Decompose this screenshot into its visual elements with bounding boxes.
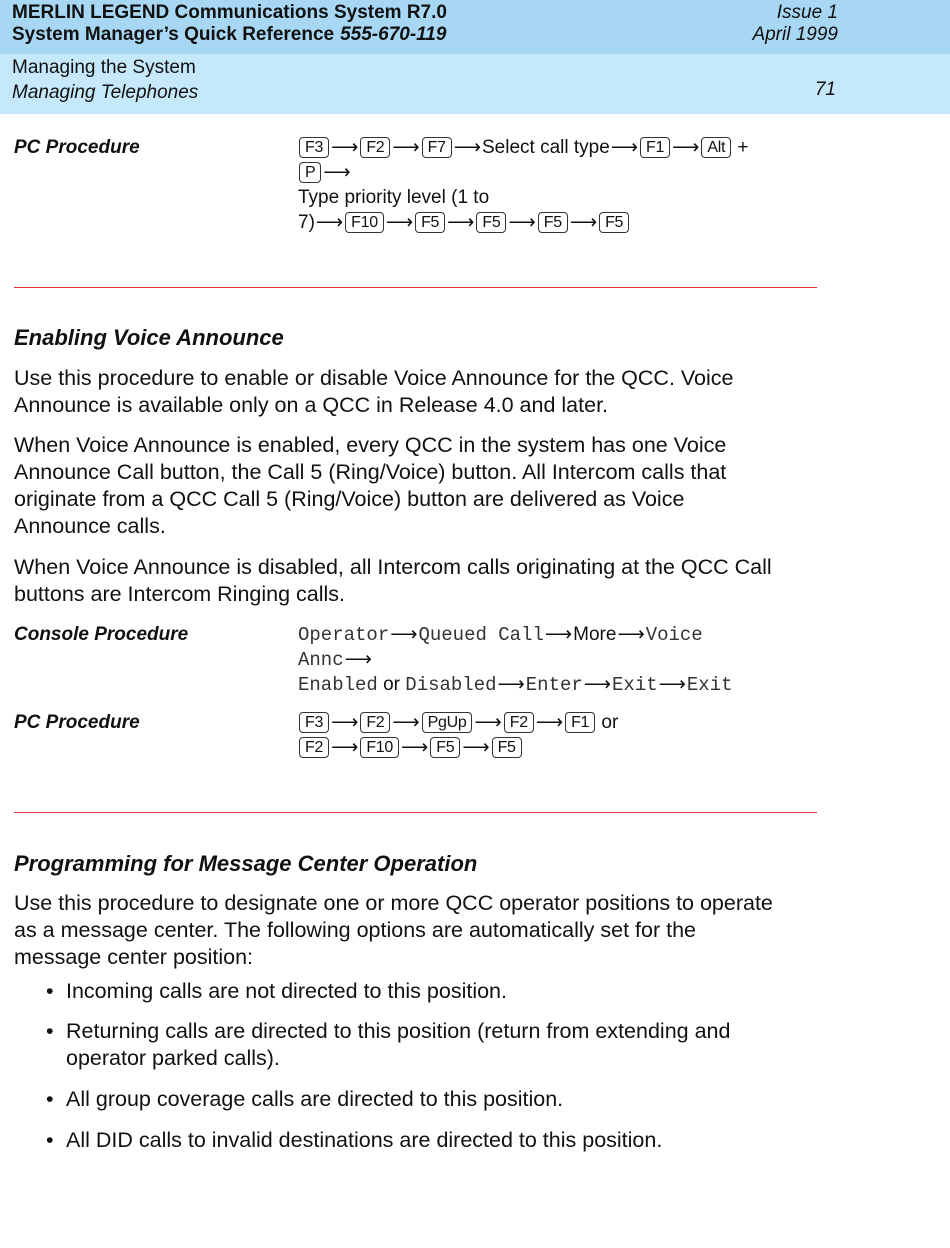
key-f7: F7 bbox=[422, 137, 452, 158]
section-divider bbox=[14, 812, 817, 813]
arrow-icon: ⟶ bbox=[392, 137, 420, 158]
plus-sign: + bbox=[737, 137, 749, 158]
section-title: Managing the System bbox=[12, 57, 196, 78]
arrow-icon: ⟶ bbox=[583, 674, 612, 695]
pc-procedure-label: PC Procedure bbox=[14, 137, 140, 158]
text-line: operator parked calls). bbox=[66, 1046, 280, 1070]
text-line: originate from a QCC Call 5 (Ring/Voice) button are delivered as Voice bbox=[14, 487, 685, 511]
text-line: Returning calls are directed to this position (return from extending and bbox=[66, 1019, 731, 1043]
arrow-icon: ⟶ bbox=[462, 737, 490, 758]
issue-label: Issue 1 bbox=[776, 2, 838, 23]
arrow-icon: ⟶ bbox=[497, 674, 525, 695]
key-f5: F5 bbox=[430, 737, 460, 758]
console-procedure-label: Console Procedure bbox=[14, 624, 189, 645]
text-line: Announce Call button, the Call 5 (Ring/Voice) button. All Intercom calls that bbox=[14, 460, 727, 484]
key-f2: F2 bbox=[504, 712, 534, 733]
key-f2: F2 bbox=[360, 712, 390, 733]
bullet-icon: • bbox=[46, 1019, 54, 1043]
list-item bbox=[46, 1127, 826, 1154]
text-line: as a message center. The following options are automatically set for the bbox=[14, 918, 697, 942]
arrow-icon: ⟶ bbox=[331, 137, 359, 158]
arrow-icon: ⟶ bbox=[315, 212, 344, 233]
key-f5: F5 bbox=[476, 212, 506, 233]
message-center-heading: Programming for Message Center Operation bbox=[14, 851, 478, 876]
document-subtitle bbox=[12, 24, 446, 46]
arrow-icon: ⟶ bbox=[390, 624, 418, 645]
pc-or: or bbox=[601, 712, 619, 733]
arrow-icon: ⟶ bbox=[331, 712, 359, 733]
arrow-icon: ⟶ bbox=[392, 712, 420, 733]
console-enabled: Enabled bbox=[298, 674, 378, 696]
text-line: Use this procedure to designate one or more QCC operator positions to operate bbox=[14, 891, 773, 915]
console-exit: Exit bbox=[612, 674, 658, 696]
text-line: Announce calls. bbox=[14, 514, 166, 538]
key-f5: F5 bbox=[492, 737, 522, 758]
key-f5: F5 bbox=[538, 212, 568, 233]
bullet-icon: • bbox=[46, 1087, 54, 1111]
text-line: All DID calls to invalid destinations are directed to this position. bbox=[66, 1128, 663, 1152]
pc-procedure-line-3: Type priority level (1 to bbox=[298, 187, 490, 208]
pc-procedure-voice-line-2 bbox=[298, 735, 523, 760]
text-line: Incoming calls are not directed to this position. bbox=[66, 979, 507, 1003]
arrow-icon: ⟶ bbox=[323, 162, 351, 183]
console-exit: Exit bbox=[686, 674, 733, 696]
console-procedure-line-3 bbox=[298, 672, 733, 698]
console-more: More bbox=[573, 624, 617, 645]
console-queued-call: Queued Call bbox=[418, 624, 544, 646]
arrow-icon: ⟶ bbox=[672, 137, 700, 158]
subsection-title: Managing Telephones bbox=[12, 82, 199, 103]
list-item bbox=[46, 1086, 826, 1113]
key-f3: F3 bbox=[299, 712, 329, 733]
pc-procedure-line-4 bbox=[298, 210, 630, 235]
arrow-icon: ⟶ bbox=[331, 737, 359, 758]
text-line: Announce is available only on a QCC in Release 4.0 and later. bbox=[14, 393, 609, 417]
text-line: When Voice Announce is disabled, all Intercom calls originating at the QCC Call bbox=[14, 555, 772, 579]
subtitle-text: System Manager’s Quick Reference bbox=[12, 24, 335, 45]
document-title: MERLIN LEGEND Communications System R7.0 bbox=[12, 2, 447, 23]
key-f2: F2 bbox=[360, 137, 390, 158]
voice-paragraph-2 bbox=[14, 432, 820, 540]
arrow-icon: ⟶ bbox=[535, 712, 564, 733]
arrow-icon: ⟶ bbox=[474, 712, 502, 733]
bullet-icon: • bbox=[46, 1128, 54, 1152]
key-f1: F1 bbox=[565, 712, 595, 733]
pc-procedure-line-2 bbox=[298, 160, 352, 185]
section-divider bbox=[14, 287, 817, 288]
key-f10: F10 bbox=[360, 737, 399, 758]
key-f5: F5 bbox=[599, 212, 629, 233]
bullet-icon: • bbox=[46, 979, 54, 1003]
console-procedure-line-2 bbox=[298, 647, 373, 673]
doc-number: 555-670-119 bbox=[340, 24, 447, 45]
text-line: All group coverage calls are directed to this position. bbox=[66, 1087, 564, 1111]
page-number: 71 bbox=[814, 79, 836, 100]
key-f1: F1 bbox=[640, 137, 670, 158]
key-pgup: PgUp bbox=[422, 712, 473, 733]
console-annc: Annc bbox=[298, 649, 344, 671]
console-enter: Enter bbox=[525, 674, 583, 696]
arrow-icon: ⟶ bbox=[453, 137, 481, 158]
voice-paragraph-3 bbox=[14, 554, 820, 608]
voice-announce-heading: Enabling Voice Announce bbox=[14, 325, 284, 350]
key-alt: Alt bbox=[701, 137, 731, 158]
arrow-icon: ⟶ bbox=[617, 624, 645, 645]
arrow-icon: ⟶ bbox=[544, 624, 573, 645]
pc-procedure-label: PC Procedure bbox=[14, 712, 140, 733]
console-disabled: Disabled bbox=[405, 674, 497, 696]
arrow-icon: ⟶ bbox=[385, 212, 414, 233]
text-line: When Voice Announce is enabled, every QCC in the system has one Voice bbox=[14, 433, 727, 457]
console-or: or bbox=[383, 674, 401, 695]
arrow-icon: ⟶ bbox=[447, 212, 475, 233]
text-line: message center position: bbox=[14, 945, 254, 969]
select-call-type-text: Select call type bbox=[481, 137, 610, 158]
key-f2: F2 bbox=[299, 737, 329, 758]
arrow-icon: ⟶ bbox=[610, 137, 639, 158]
key-p: P bbox=[299, 162, 321, 183]
priority-end-text: 7) bbox=[298, 212, 315, 233]
console-operator: Operator bbox=[298, 624, 390, 646]
text-line: Use this procedure to enable or disable Voice Announce for the QCC. Voice bbox=[14, 366, 734, 390]
pc-procedure-voice-line-1 bbox=[298, 710, 618, 735]
list-item bbox=[46, 1018, 826, 1072]
key-f5: F5 bbox=[415, 212, 445, 233]
console-voice: Voice bbox=[645, 624, 703, 646]
pc-procedure-line-1 bbox=[298, 135, 749, 160]
text-line: buttons are Intercom Ringing calls. bbox=[14, 582, 346, 606]
arrow-icon: ⟶ bbox=[344, 649, 372, 670]
message-paragraph-1 bbox=[14, 890, 820, 971]
arrow-icon: ⟶ bbox=[508, 212, 536, 233]
voice-paragraph-1 bbox=[14, 365, 820, 419]
arrow-icon: ⟶ bbox=[401, 737, 429, 758]
arrow-icon: ⟶ bbox=[658, 674, 686, 695]
issue-date: April 1999 bbox=[752, 24, 838, 45]
list-item bbox=[46, 978, 826, 1005]
arrow-icon: ⟶ bbox=[569, 212, 598, 233]
key-f3: F3 bbox=[299, 137, 329, 158]
key-f10: F10 bbox=[345, 212, 384, 233]
console-procedure-line-1 bbox=[298, 622, 703, 648]
